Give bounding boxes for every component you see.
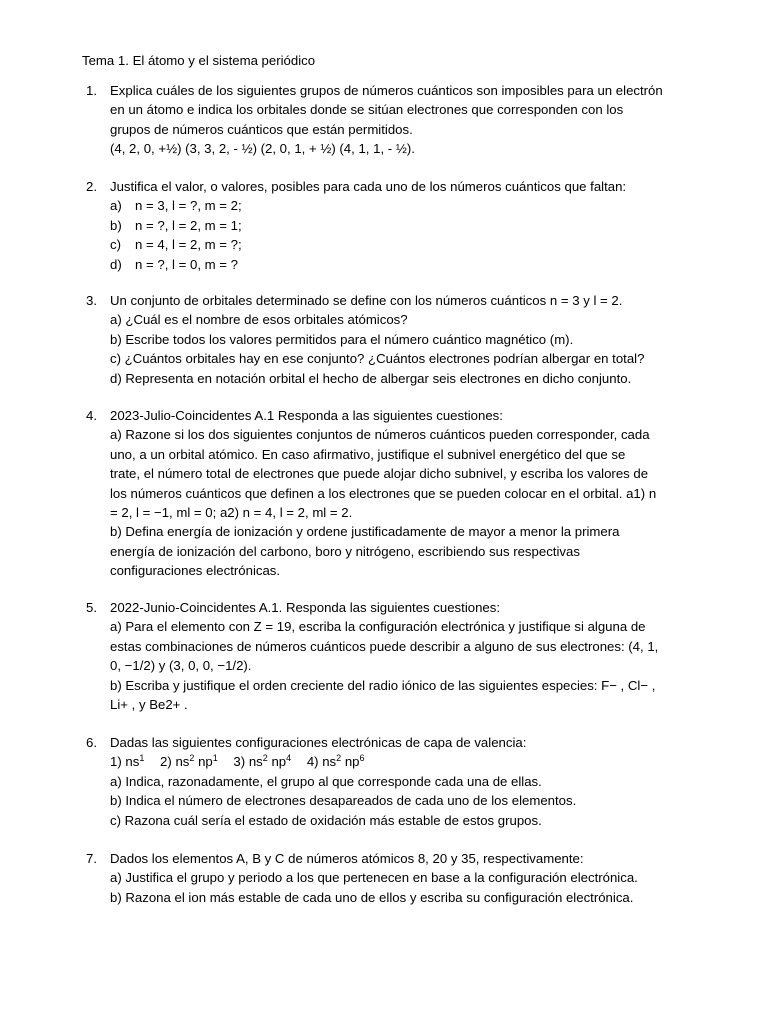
question-line: Dadas las siguientes configuraciones electrónicas de capa de valencia:	[110, 735, 527, 750]
question-line: b) Escribe todos los valores permitidos para el número cuántico magnético (m).	[110, 331, 574, 347]
question-number: 5.	[86, 600, 97, 615]
question-number: 2.	[86, 179, 97, 194]
question-line: los números cuánticos que definen a los electrones que se pueden colocar en el orbital. a1) n	[110, 485, 657, 501]
question-line: Explica cuáles de los siguientes grupos de números cuánticos son imposibles para un electrón	[110, 83, 663, 98]
question-line: a) Indica, razonadamente, el grupo al que corresponde cada una de ellas.	[110, 773, 542, 789]
question-line: b) Escriba y justifique el orden creciente del radio iónico de las siguientes especies: F− , Cl− ,	[110, 677, 656, 693]
question-line: Dados los elementos A, B y C de números atómicos 8, 20 y 35, respectivamente:	[110, 851, 584, 866]
list-item	[110, 255, 710, 274]
question-line: b) Razona el ion más estable de cada uno de ellos y escriba su configuración electrónica.	[110, 889, 634, 905]
question-line: b) Indica el número de electrones desapareados de cada uno de los elementos.	[110, 793, 577, 809]
question-line: a) Para el elemento con Z = 19, escriba la configuración electrónica y justifique si alguna de	[110, 619, 646, 635]
question-number: 3.	[86, 293, 97, 308]
question-line: a) Justifica el grupo y periodo a los que pertenecen en base a la configuración electrónica.	[110, 870, 638, 886]
item-text: n = ?, l = 2, m = 1;	[135, 217, 242, 233]
list-item	[110, 196, 710, 215]
question-number: 7.	[86, 851, 97, 866]
question-line: 2022-Junio-Coincidentes A.1. Responda las siguientes cuestiones:	[110, 600, 501, 615]
question-line: trate, el número total de electrones que puede alojar dicho subnivel, y escriba los valores de	[110, 466, 649, 482]
question-line: = 2, l = −1, ml = 0; a2) n = 4, l = 2, ml = 2.	[110, 504, 353, 520]
question-line: 0, −1/2) y (3, 0, 0, −1/2).	[110, 658, 252, 674]
question-line: uno, a un orbital atómico. En caso afirmativo, justifique el subnivel energético del que se	[110, 446, 626, 462]
configuration-item: 2) $ns^2$ $np^1$	[160, 753, 218, 770]
question-line: a) ¿Cuál es el nombre de esos orbitales atómicos?	[110, 312, 408, 328]
question-line: a) Razone si los dos siguientes conjuntos de números cuánticos pueden corresponder, cada	[110, 427, 650, 443]
configuration-item: 1) $ns^1$	[110, 753, 145, 770]
question-line: configuraciones electrónicas.	[110, 563, 281, 579]
question-line: Li+ , y Be2+ .	[110, 696, 188, 712]
question-number: 1.	[86, 83, 97, 98]
document-title: Tema 1. El átomo y el sistema periódico	[82, 53, 316, 68]
question-line: Justifica el valor, o valores, posibles para cada uno de los números cuánticos que faltan:	[110, 179, 627, 194]
question-line: energía de ionización del carbono, boro y nitrógeno, escribiendo sus respectivas	[110, 543, 580, 559]
question-line: c) Razona cuál sería el estado de oxidación más estable de estos grupos.	[110, 812, 542, 828]
quantum-number-sets: (4, 2, 0, +½) (3, 3, 2, - ½) (2, 0, 1, + ½) (4, 1, 1, - ½).	[110, 141, 415, 157]
question-line: c) ¿Cuántos orbitales hay en ese conjunto? ¿Cuántos electrones podrían albergar en total?	[110, 351, 645, 367]
valence-configurations	[110, 752, 710, 771]
item-label: a)	[110, 198, 122, 214]
question-line: 2023-Julio-Coincidentes A.1 Responda a las siguientes cuestiones:	[110, 408, 503, 423]
question-line: grupos de números cuánticos que están permitidos.	[110, 121, 413, 137]
question-line: d) Representa en notación orbital el hecho de albergar seis electrones en dicho conjunto.	[110, 370, 632, 386]
question-line: b) Defina energía de ionización y ordene justificadamente de mayor a menor la primera	[110, 524, 620, 540]
list-item	[110, 235, 710, 254]
item-text: n = 3, l = ?, m = 2;	[135, 198, 242, 214]
item-text: n = 4, l = 2, m = ?;	[135, 237, 242, 253]
item-text: n = ?, l = 0, m = ?	[135, 256, 238, 272]
question-number: 6.	[86, 735, 97, 750]
question-line: en un átomo e indica los orbitales donde se sitúan electrones que corresponden con los	[110, 102, 624, 118]
item-label: d)	[110, 256, 122, 272]
question-line: Un conjunto de orbitales determinado se define con los números cuánticos n = 3 y l = 2.	[110, 293, 623, 308]
list-item	[110, 216, 710, 235]
item-label: b)	[110, 217, 122, 233]
item-label: c)	[110, 237, 121, 253]
question-line: estas combinaciones de números cuánticos puede describir a alguno de sus electrones: (4, 1,	[110, 638, 659, 654]
question-number: 4.	[86, 408, 97, 423]
configuration-item: 3) $ns^2$ $np^4$	[233, 753, 292, 770]
configuration-item: 4) $ns^2$ $np^6$	[306, 753, 365, 770]
